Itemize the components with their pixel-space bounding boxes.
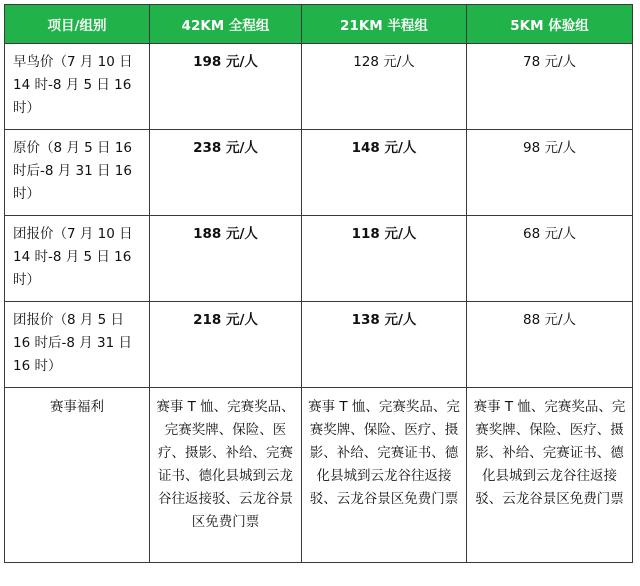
table-row-benefits	[5, 388, 633, 563]
benefits-half: 赛事 T 恤、完赛奖品、完赛奖牌、保险、医疗、摄影、补给、完赛证书、德化县城到云龙谷往返接驳、云龙谷景区免费门票	[302, 388, 467, 563]
price-value: 78 元/人	[522, 54, 577, 70]
price-value: 138 元/人	[351, 312, 417, 328]
price-value: 128 元/人	[353, 54, 415, 70]
benefits-label: 赛事福利	[5, 388, 150, 563]
benefits-fun: 赛事 T 恤、完赛奖品、完赛奖牌、保险、医疗、摄影、补给、完赛证书、德化县城到云龙谷往返接驳、云龙谷景区免费门票	[467, 388, 633, 563]
header-full-marathon: 42KM 全程组	[150, 5, 302, 44]
header-row	[5, 5, 633, 44]
price-half	[302, 44, 467, 130]
price-half	[302, 130, 467, 216]
price-fun	[467, 216, 633, 302]
price-half	[302, 302, 467, 388]
row-label: 团报价（7 月 10 日 14 时-8 月 5 日 16 时）	[5, 216, 150, 302]
price-value: 88 元/人	[522, 312, 577, 328]
row-label: 早鸟价（7 月 10 日 14 时-8 月 5 日 16 时）	[5, 44, 150, 130]
header-fun-run: 5KM 体验组	[467, 5, 633, 44]
price-full	[150, 216, 302, 302]
pricing-table-container	[4, 4, 633, 563]
price-value: 198 元/人	[193, 54, 258, 70]
price-value: 218 元/人	[193, 312, 258, 328]
price-half	[302, 216, 467, 302]
table-row-group-early	[5, 216, 633, 302]
price-fun	[467, 44, 633, 130]
table-row-early-bird	[5, 44, 633, 130]
table-header	[5, 5, 633, 44]
price-full	[150, 44, 302, 130]
price-full	[150, 302, 302, 388]
price-value: 238 元/人	[193, 140, 258, 156]
table-body	[5, 44, 633, 563]
price-value: 188 元/人	[193, 226, 258, 242]
price-fun	[467, 302, 633, 388]
header-half-marathon: 21KM 半程组	[302, 5, 467, 44]
price-value: 148 元/人	[351, 140, 417, 156]
row-label: 原价（8 月 5 日 16 时后-8 月 31 日 16 时）	[5, 130, 150, 216]
price-value: 68 元/人	[522, 226, 577, 242]
price-value: 118 元/人	[351, 226, 417, 242]
price-full	[150, 130, 302, 216]
row-label: 团报价（8 月 5 日 16 时后-8 月 31 日 16 时）	[5, 302, 150, 388]
benefits-full: 赛事 T 恤、完赛奖品、完赛奖牌、保险、医疗、摄影、补给、完赛证书、德化县城到云龙谷往返接驳、云龙谷景区免费门票	[150, 388, 302, 563]
price-fun	[467, 130, 633, 216]
header-item-group: 项目/组别	[5, 5, 150, 44]
table-row-regular	[5, 130, 633, 216]
table-row-group-regular	[5, 302, 633, 388]
price-value: 98 元/人	[522, 140, 577, 156]
registration-pricing-table	[4, 4, 633, 563]
